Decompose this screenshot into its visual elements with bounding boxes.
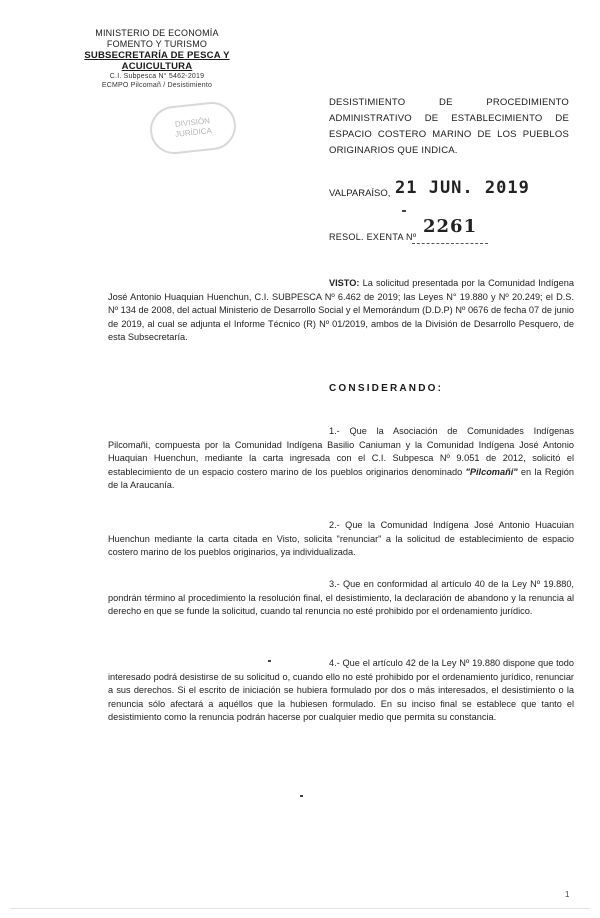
considerando-paragraph-1 (108, 425, 574, 493)
resolution-number: 2261 (423, 216, 478, 237)
date-stamp: 21 JUN. 2019 (395, 178, 530, 198)
resolution-number-underline (412, 243, 488, 244)
p1-text-before: 1.- Que la Asociación de Comunidades Indígenas Pilcomañi, compuesta por la Comunidad Indígena Basilio Caniuman y la Comunidad Indígena José Antonio Huaquian Huenchun, mediante la carta ingresada con el C.I. Subpesca Nº 9.051 de 2012, solicitó el establecimiento de un espacio costero marino de los pueblos originarios denominado (108, 426, 574, 477)
considerando-heading: CONSIDERANDO: (329, 383, 444, 394)
considerando-paragraph-3 (108, 578, 574, 619)
resolution-subject: DESISTIMIENTO DE PROCEDIMIENTO ADMINISTRATIVO DE ESTABLECIMIENTO DE ESPACIO COSTERO MARINO DE LOS PUEBLOS ORIGINARIOS QUE INDICA. (329, 97, 569, 156)
stamp-line1: DIVISIÓN (174, 116, 211, 129)
p2-text: 2.- Que la Comunidad Indígena José Antonio Huacuian Huenchun mediante la carta citada en Visto, solicita "renunciar" a la solicitud de establecimiento de espacio costero marino de los pueblos originarios, ya individualizada. (108, 520, 574, 557)
division-stamp (148, 100, 239, 157)
p3-text: 3.- Que en conformidad al artículo 40 de la Ley Nº 19.880, pondrán término al procedimiento la resolución final, el desistimiento, la declaración de abandono y la renuncia al derecho en que se funde la solicitud, cuando tal renuncia no esté prohibido por el ordenamiento jurídico. (108, 579, 574, 616)
resolution-label: RESOL. EXENTA Nº (329, 232, 417, 242)
place-label: VALPARAÍSO, (329, 188, 391, 199)
letterhead-ministry-sub: FOMENTO Y TURISMO (106, 39, 208, 49)
visto-paragraph (108, 277, 574, 345)
letterhead-subsecretaria: SUBSECRETARÍA DE PESCA Y ACUICULTURA (84, 50, 230, 72)
letterhead-ci-reference: C.I. Subpesca N° 5462-2019 (109, 73, 205, 80)
page-bottom-edge (10, 908, 590, 909)
visto-text: La solicitud presentada por la Comunidad Indígena José Antonio Huaquian Huenchun, C.I. SUBPESCA Nº 6.462 de 2019; las Leyes N° 19.880 y Nº 20.249; el D.S. Nº 134 de 2008, del actual Ministerio de Desarrollo Social y el Memorándum (D.D.P) Nº 0676 de fecha 07 de junio de 2019, al cual se adjunta el Informe Técnico (R) Nº 01/2019, ambos de la División de Desarrollo Pesquero, de esta Subsecretaría. (108, 278, 574, 342)
scan-speck (300, 795, 303, 797)
considerando-paragraph-2 (108, 519, 574, 560)
letterhead (62, 28, 252, 90)
letterhead-file-reference: ECMPO Pilcomañ / Desistimiento (101, 82, 213, 89)
p1-text-after: en la Región de la Araucanía. (108, 466, 574, 490)
letterhead-ministry: MINISTERIO DE ECONOMÍA (95, 28, 219, 38)
stamp-line2: JURÍDICA (174, 126, 213, 139)
considerando-paragraph-4 (108, 657, 574, 725)
page-number: 1 (565, 890, 570, 899)
p1-ecmpo-name: "Pilcomañi" (465, 466, 518, 477)
scan-speck (268, 660, 271, 662)
visto-lead: VISTO: (329, 278, 360, 288)
mark-tick (402, 210, 406, 212)
p4-text: 4.- Que el artículo 42 de la Ley Nº 19.880 dispone que todo interesado podrá desistirse de su solicitud o, cuando ello no esté prohibido por el ordenamiento jurídico, renunciar a sus derechos. Si el escrito de iniciación se hubiera formulado por dos o más interesados, el desistimiento o la renuncia sólo afectará a aquéllos que la hubiesen formulado. En su inciso final se establece que tanto el desistimiento como la renuncia podrán hacerse por cualquier medio que permita su constancia. (108, 658, 574, 722)
